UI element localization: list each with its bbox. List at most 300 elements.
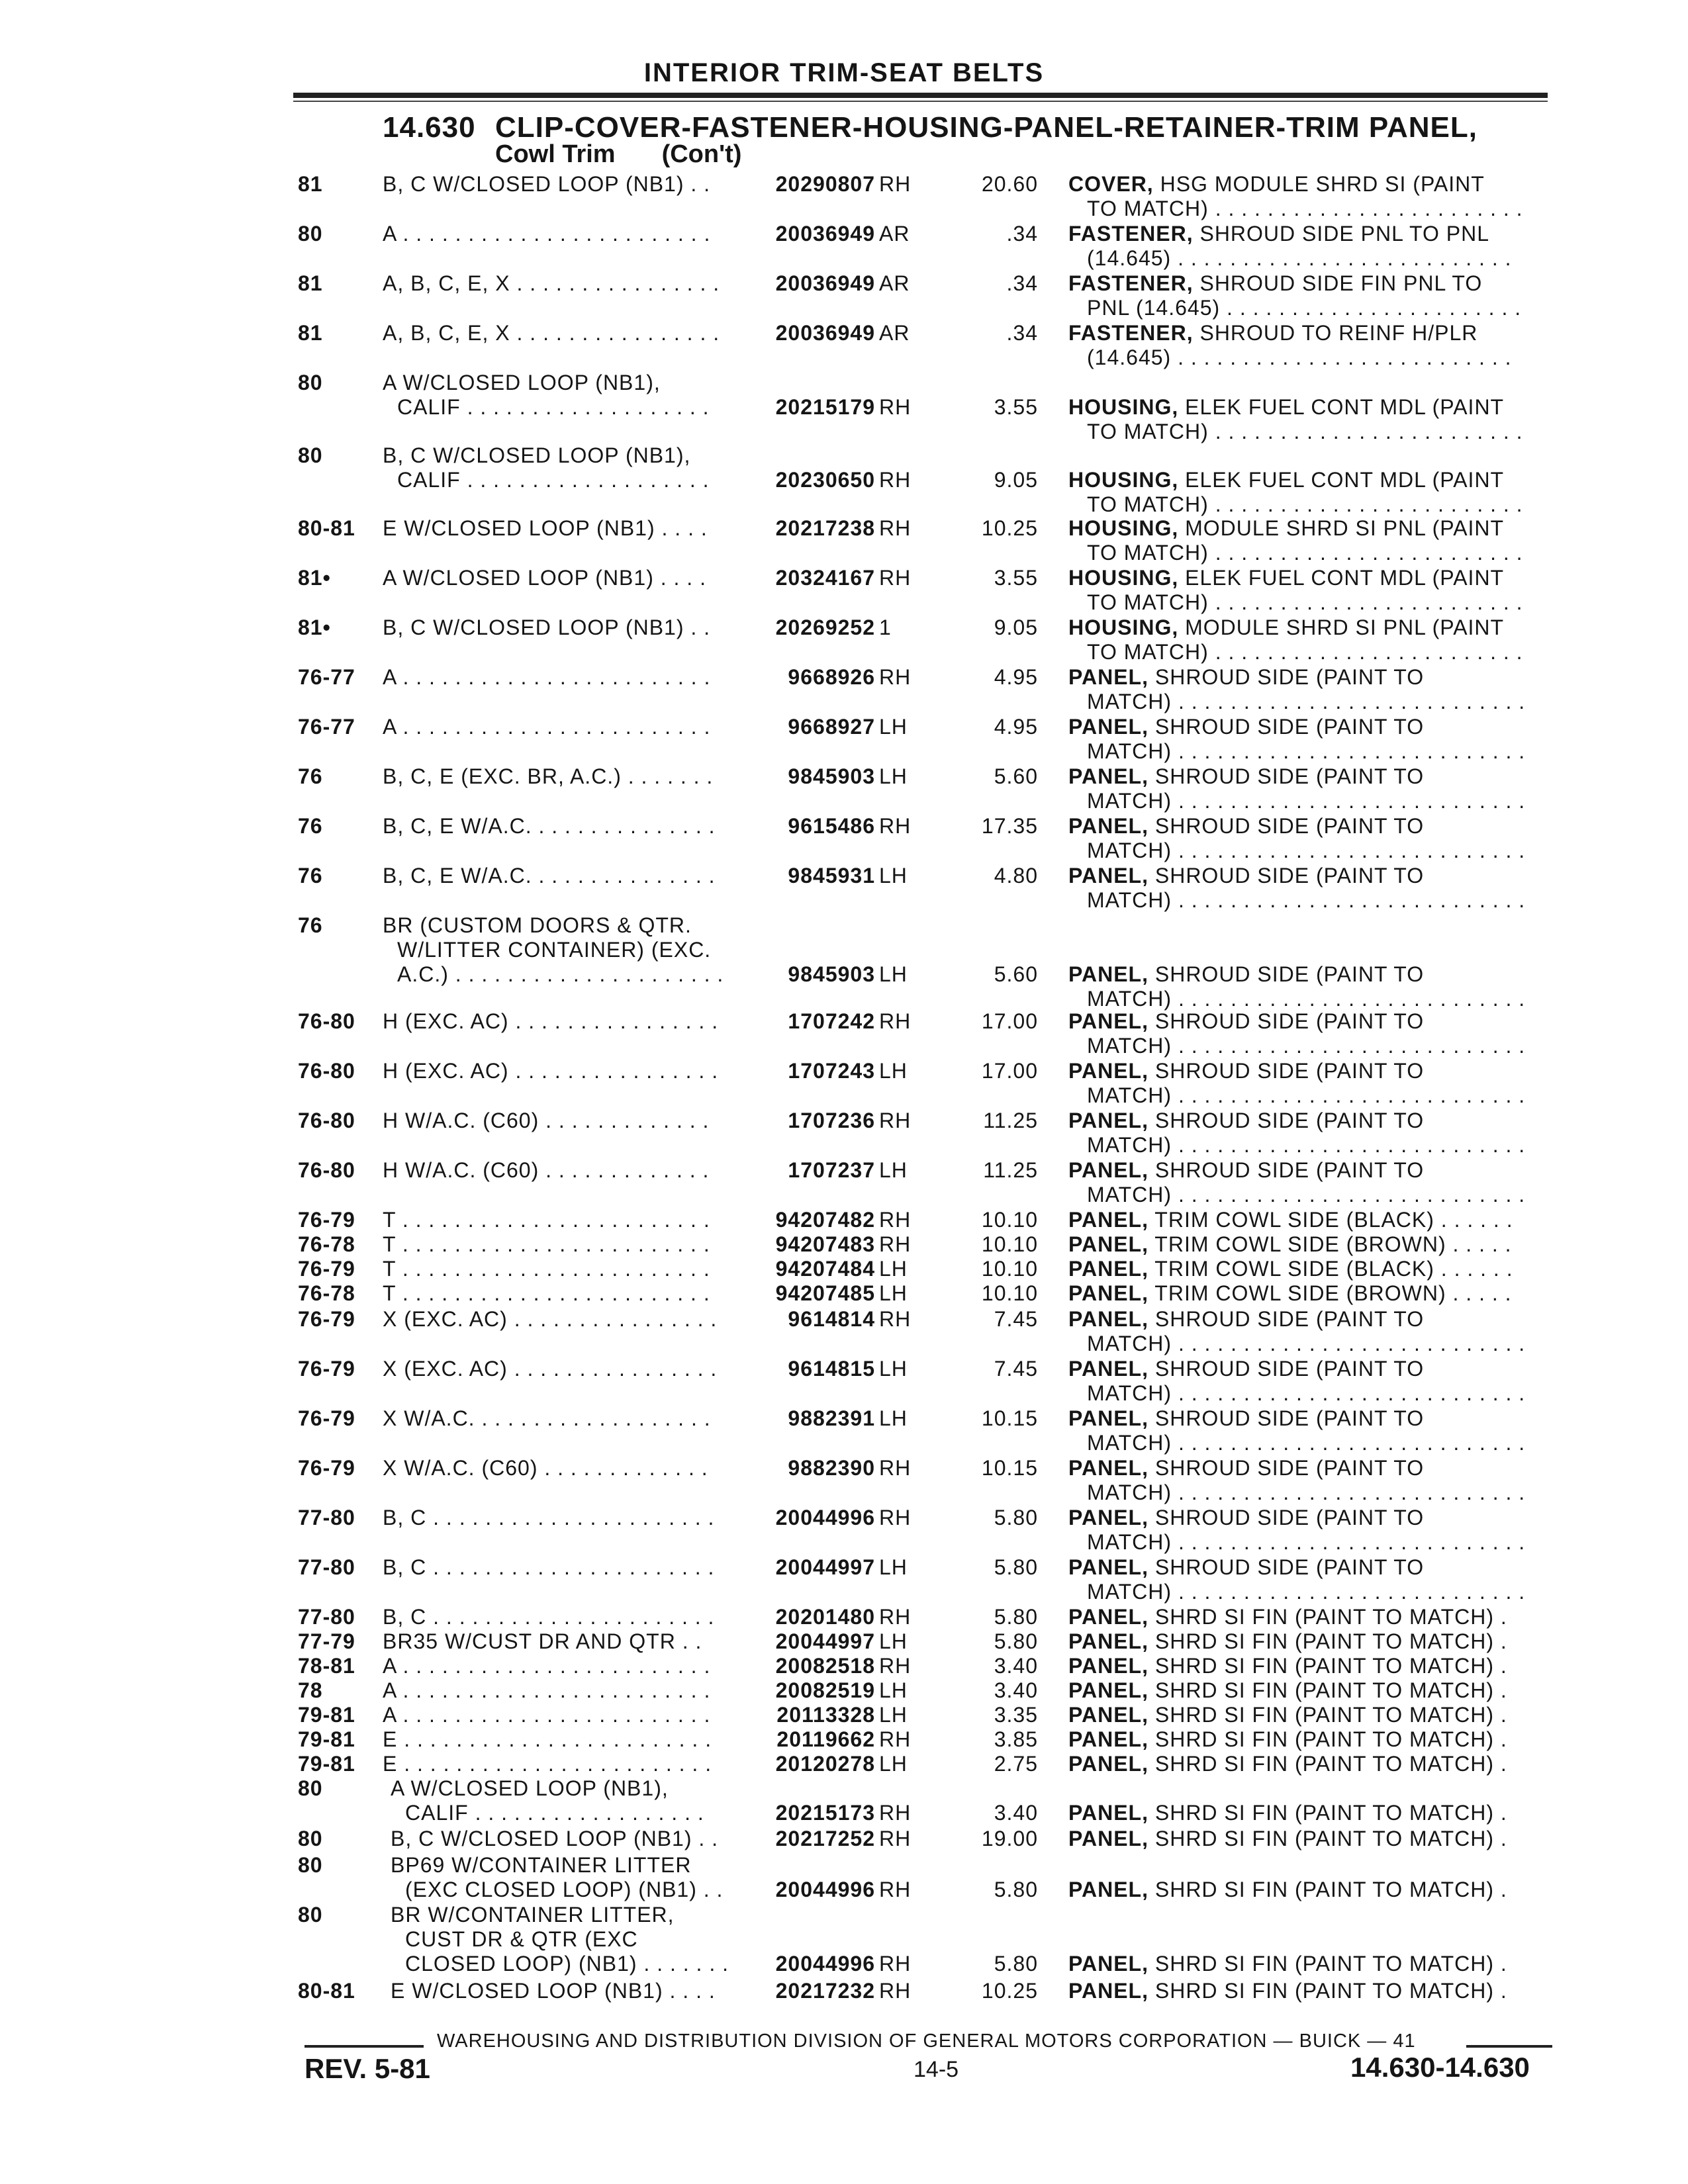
description-line (1068, 1281, 1552, 1306)
description-line (1068, 1952, 1552, 1976)
application (383, 665, 740, 690)
description-text: ELEK FUEL CONT MDL (PAINT (1185, 395, 1505, 419)
application-line: CALIF . . . . . . . . . . . . . . . . . . (405, 1801, 704, 1825)
model-year: 77-80 (298, 1605, 355, 1629)
description-line (1068, 222, 1552, 246)
application (383, 1307, 740, 1332)
table-row (0, 371, 1688, 443)
side: RH (879, 1009, 912, 1033)
description-line (1068, 395, 1552, 420)
model-year: 76-77 (298, 715, 355, 739)
application (383, 1208, 740, 1232)
description-line (1068, 839, 1552, 863)
price: 5.80 (994, 1605, 1038, 1629)
description (1068, 1232, 1552, 1257)
application-line: T . . . . . . . . . . . . . . . . . . . . . . . . (383, 1257, 710, 1281)
description-text: MATCH) . . . . . . . . . . . . . . . . . . . . . . . . . . . (1087, 987, 1526, 1011)
description-keyword: PANEL, (1068, 1654, 1149, 1678)
application (383, 1059, 740, 1083)
part-number: 1707237 (788, 1158, 875, 1182)
description-line (1068, 1357, 1552, 1381)
description-line (1068, 516, 1552, 541)
description-text: SHROUD TO REINF H/PLR (1199, 321, 1478, 345)
part-number: 20113328 (776, 1703, 875, 1727)
description-text: SHROUD SIDE (PAINT TO (1154, 864, 1425, 887)
section-continued: (Con't) (661, 140, 742, 168)
description-text: MODULE SHRD SI PNL (PAINT (1185, 615, 1505, 639)
application-line: A W/CLOSED LOOP (NB1), (383, 371, 661, 394)
model-year: 76 (298, 913, 323, 937)
description-text: SHROUD SIDE (PAINT TO (1154, 1109, 1425, 1132)
model-year: 80 (298, 371, 323, 394)
table-row (0, 1357, 1688, 1410)
description-text: TO MATCH) . . . . . . . . . . . . . . . . . . . . . . . . (1087, 640, 1523, 664)
description-keyword: PANEL, (1068, 665, 1149, 689)
description-line (1068, 1332, 1552, 1356)
table-row (0, 1009, 1688, 1062)
application-line: W/LITTER CONTAINER) (EXC. (397, 938, 712, 962)
table-row (0, 1903, 1688, 1976)
model-year: 79-81 (298, 1727, 355, 1751)
price: 19.00 (981, 1827, 1038, 1850)
description-text: MATCH) . . . . . . . . . . . . . . . . . . . . . . . . . . . (1087, 1381, 1526, 1405)
application-line: T . . . . . . . . . . . . . . . . . . . . . . . . (383, 1281, 710, 1305)
description-line (1068, 492, 1552, 517)
part-number: 20217238 (775, 516, 875, 540)
side: RH (879, 1952, 912, 1976)
description (1068, 1456, 1552, 1505)
description-text: MATCH) . . . . . . . . . . . . . . . . . . . . . . . . . . . (1087, 888, 1526, 912)
description-keyword: COVER, (1068, 172, 1154, 196)
table-row (0, 1979, 1688, 2032)
description (1068, 468, 1552, 517)
description-text: SHROUD SIDE (PAINT TO (1154, 1059, 1425, 1083)
price: 10.10 (981, 1281, 1038, 1305)
description-text: SHROUD SIDE (PAINT TO (1154, 1357, 1425, 1381)
part-number: 20230650 (775, 468, 875, 492)
description-keyword: PANEL, (1068, 1727, 1149, 1751)
part-number: 9845903 (788, 962, 875, 986)
model-year: 76-79 (298, 1406, 355, 1430)
description-text: SHROUD SIDE (PAINT TO (1154, 715, 1425, 739)
application-line: B, C W/CLOSED LOOP (NB1) . . (383, 615, 711, 639)
application-line: A W/CLOSED LOOP (NB1) . . . . (383, 566, 706, 590)
application (383, 715, 740, 739)
part-number: 20082519 (775, 1678, 875, 1702)
description-line (1068, 1530, 1552, 1555)
description-line (1068, 864, 1552, 888)
application (383, 764, 740, 789)
price: 7.45 (994, 1307, 1038, 1331)
description-keyword: PANEL, (1068, 1059, 1149, 1083)
description-line (1068, 1208, 1552, 1232)
part-number: 94207482 (775, 1208, 875, 1232)
description (1068, 1406, 1552, 1455)
part-number: 9882391 (788, 1406, 875, 1430)
description-line (1068, 814, 1552, 839)
description-line (1068, 1878, 1552, 1902)
description-text: MATCH) . . . . . . . . . . . . . . . . . . . . . . . . . . . (1087, 1431, 1526, 1455)
table-row (0, 566, 1688, 619)
side: RH (879, 1827, 912, 1850)
description-keyword: PANEL, (1068, 814, 1149, 838)
price: .34 (1006, 321, 1038, 345)
price: 17.00 (981, 1009, 1038, 1033)
application (383, 1109, 740, 1133)
model-year: 76 (298, 864, 323, 887)
application (383, 1629, 740, 1654)
description-text: SHROUD SIDE (PAINT TO (1154, 1456, 1425, 1480)
price: 3.40 (994, 1801, 1038, 1825)
description-text: SHROUD SIDE FIN PNL TO (1199, 271, 1483, 295)
description-line (1068, 764, 1552, 789)
side: AR (879, 321, 910, 345)
table-row (0, 615, 1688, 668)
application-line: A.C.) . . . . . . . . . . . . . . . . . . . . . (397, 962, 724, 986)
side: RH (879, 814, 912, 838)
description (1068, 814, 1552, 863)
application (383, 371, 740, 420)
description-text: TRIM COWL SIDE (BLACK) . . . . . . (1154, 1257, 1513, 1281)
table-row (0, 1406, 1688, 1459)
price: 5.60 (994, 764, 1038, 788)
application (391, 1827, 748, 1851)
description (1068, 962, 1552, 1011)
description-line (1068, 1752, 1552, 1776)
description-keyword: PANEL, (1068, 1208, 1149, 1232)
description-line (1068, 468, 1552, 492)
application (383, 1654, 740, 1678)
application (391, 1979, 748, 2003)
description-keyword: PANEL, (1068, 1307, 1149, 1331)
description-text: SHROUD SIDE (PAINT TO (1154, 1009, 1425, 1033)
table-row (0, 814, 1688, 867)
price: 4.80 (994, 864, 1038, 887)
description-line (1068, 1703, 1552, 1727)
part-number: 20215179 (775, 395, 875, 419)
model-year: 80 (298, 443, 323, 467)
description-keyword: PANEL, (1068, 1703, 1149, 1727)
price: 10.15 (981, 1406, 1038, 1430)
side: RH (879, 1727, 912, 1751)
description-keyword: PANEL, (1068, 1257, 1149, 1281)
description (1068, 1059, 1552, 1108)
footer-rule-left (305, 2045, 424, 2048)
description (1068, 1827, 1552, 1851)
description-text: ELEK FUEL CONT MDL (PAINT (1185, 468, 1505, 492)
description (1068, 321, 1552, 370)
application (391, 1776, 748, 1825)
application (383, 1281, 740, 1306)
description (1068, 1629, 1552, 1654)
description-line (1068, 1605, 1552, 1629)
price: 7.45 (994, 1357, 1038, 1381)
description-text: SHRD SI FIN (PAINT TO MATCH) . (1154, 1979, 1507, 2003)
model-year: 76 (298, 814, 323, 838)
description-text: TRIM COWL SIDE (BLACK) . . . . . . (1154, 1208, 1513, 1232)
description (1068, 1208, 1552, 1232)
application (383, 222, 740, 246)
description-line (1068, 172, 1552, 197)
side: LH (879, 1158, 908, 1182)
description-line (1068, 296, 1552, 320)
description-line (1068, 1059, 1552, 1083)
description (1068, 1109, 1552, 1158)
application-line: A W/CLOSED LOOP (NB1), (391, 1776, 669, 1800)
application-line: A, B, C, E, X . . . . . . . . . . . . . . . . (383, 321, 720, 345)
description-line (1068, 1034, 1552, 1058)
description-line (1068, 1580, 1552, 1604)
footer-rule-right (1466, 2045, 1552, 2048)
description (1068, 1307, 1552, 1356)
description-text: MATCH) . . . . . . . . . . . . . . . . . . . . . . . . . . . (1087, 839, 1526, 862)
description-line (1068, 962, 1552, 987)
side: LH (879, 1555, 908, 1579)
description-text: SHRD SI FIN (PAINT TO MATCH) . (1154, 1703, 1507, 1727)
description-line (1068, 1727, 1552, 1752)
description-line (1068, 1555, 1552, 1580)
description-text: MATCH) . . . . . . . . . . . . . . . . . . . . . . . . . . . (1087, 1183, 1526, 1206)
description (1068, 271, 1552, 320)
price: 10.10 (981, 1232, 1038, 1256)
side: RH (879, 1456, 912, 1480)
description-text: MATCH) . . . . . . . . . . . . . . . . . . . . . . . . . . . (1087, 1332, 1526, 1355)
application-line: X W/A.C. . . . . . . . . . . . . . . . . . . (383, 1406, 711, 1430)
description (1068, 1979, 1552, 2003)
price: 5.60 (994, 962, 1038, 986)
side: RH (879, 1878, 912, 1901)
description-text: MODULE SHRD SI PNL (PAINT (1185, 516, 1505, 540)
application (383, 271, 740, 296)
footer-division: WAREHOUSING AND DISTRIBUTION DIVISION OF GENERAL MOTORS CORPORATION — BUICK — 41 (437, 2030, 1416, 2052)
application (383, 1605, 740, 1629)
part-number: 20290807 (775, 172, 875, 196)
model-year: 76-79 (298, 1307, 355, 1331)
application (391, 1903, 748, 1976)
table-row (0, 443, 1688, 516)
description-keyword: PANEL, (1068, 1605, 1149, 1629)
description-line (1068, 1109, 1552, 1133)
price: 3.40 (994, 1654, 1038, 1678)
description-text: SHROUD SIDE (PAINT TO (1154, 1158, 1425, 1182)
application-line: B, C, E W/A.C. . . . . . . . . . . . . . . (383, 864, 716, 887)
side: RH (879, 566, 912, 590)
application (383, 516, 740, 541)
description (1068, 1257, 1552, 1281)
part-number: 9614815 (788, 1357, 875, 1381)
part-number: 20044996 (775, 1878, 875, 1901)
side: LH (879, 1357, 908, 1381)
description-text: TRIM COWL SIDE (BROWN) . . . . . (1154, 1281, 1512, 1305)
application-line: B, C . . . . . . . . . . . . . . . . . . . . . . (383, 1555, 715, 1579)
application-line: A . . . . . . . . . . . . . . . . . . . . . . . . (383, 1678, 711, 1702)
model-year: 81• (298, 566, 331, 590)
description (1068, 864, 1552, 913)
application-line: B, C . . . . . . . . . . . . . . . . . . . . . . (383, 1506, 715, 1529)
description-line (1068, 1979, 1552, 2003)
price: 10.15 (981, 1456, 1038, 1480)
application-line: T . . . . . . . . . . . . . . . . . . . . . . . . (383, 1232, 710, 1256)
description-line (1068, 197, 1552, 221)
description-line (1068, 690, 1552, 714)
description (1068, 1654, 1552, 1678)
part-number: 1707243 (788, 1059, 875, 1083)
application-line: CLOSED LOOP) (NB1) . . . . . . . (405, 1952, 729, 1976)
description-text: SHRD SI FIN (PAINT TO MATCH) . (1154, 1752, 1507, 1776)
application (383, 1009, 740, 1034)
table-row (0, 715, 1688, 768)
application-line: A . . . . . . . . . . . . . . . . . . . . . . . . (383, 715, 711, 739)
application-line: CALIF . . . . . . . . . . . . . . . . . . . (397, 395, 710, 419)
application (383, 172, 740, 197)
description-line (1068, 888, 1552, 913)
table-row (0, 1506, 1688, 1559)
application-line: B, C . . . . . . . . . . . . . . . . . . . . . . (383, 1605, 715, 1629)
part-number: 9668927 (788, 715, 875, 739)
part-number: 20120278 (775, 1752, 875, 1776)
part-number: 9882390 (788, 1456, 875, 1480)
description-keyword: PANEL, (1068, 1752, 1149, 1776)
description-text: SHROUD SIDE (PAINT TO (1154, 764, 1425, 788)
description-keyword: PANEL, (1068, 764, 1149, 788)
application (383, 1456, 740, 1480)
part-number: 20082518 (775, 1654, 875, 1678)
description-keyword: PANEL, (1068, 1801, 1149, 1825)
side: 1 (879, 615, 892, 639)
footer-revision: REV. 5-81 (305, 2053, 430, 2084)
part-number: 20217232 (775, 1979, 875, 2003)
application-line: A . . . . . . . . . . . . . . . . . . . . . . . . (383, 665, 711, 689)
model-year: 80-81 (298, 1979, 355, 2003)
description-text: TO MATCH) . . . . . . . . . . . . . . . . . . . . . . . . (1087, 590, 1523, 614)
model-year: 76-80 (298, 1109, 355, 1132)
description-text: MATCH) . . . . . . . . . . . . . . . . . . . . . . . . . . . (1087, 739, 1526, 763)
side: RH (879, 665, 912, 689)
model-year: 80 (298, 1903, 323, 1927)
description-line (1068, 615, 1552, 640)
section-title: CLIP-COVER-FASTENER-HOUSING-PANEL-RETAINER-TRIM PANEL, (495, 111, 1477, 144)
description (1068, 516, 1552, 565)
side: LH (879, 1281, 908, 1305)
price: 3.55 (994, 566, 1038, 590)
description-keyword: PANEL, (1068, 715, 1149, 739)
table-row (0, 1555, 1688, 1608)
side: RH (879, 1208, 912, 1232)
part-number: 20044997 (775, 1629, 875, 1653)
price: 9.05 (994, 615, 1038, 639)
description (1068, 1703, 1552, 1727)
application-line: A, B, C, E, X . . . . . . . . . . . . . . . . (383, 271, 720, 295)
part-number: 9845931 (788, 864, 875, 887)
description (1068, 1357, 1552, 1406)
table-row (0, 1853, 1688, 1906)
side: RH (879, 1307, 912, 1331)
model-year: 77-79 (298, 1629, 355, 1653)
price: 10.10 (981, 1208, 1038, 1232)
price: 5.80 (994, 1629, 1038, 1653)
side: RH (879, 172, 912, 196)
description-keyword: HOUSING, (1068, 468, 1179, 492)
application-line: E . . . . . . . . . . . . . . . . . . . . . . . . (383, 1752, 712, 1776)
description-keyword: PANEL, (1068, 1456, 1149, 1480)
side: RH (879, 1232, 912, 1256)
description-keyword: PANEL, (1068, 864, 1149, 887)
side: LH (879, 864, 908, 887)
model-year: 76-79 (298, 1456, 355, 1480)
part-number: 9845903 (788, 764, 875, 788)
description (1068, 615, 1552, 664)
model-year: 81• (298, 615, 331, 639)
application-line: A . . . . . . . . . . . . . . . . . . . . . . . . (383, 222, 711, 246)
description-text: PNL (14.645) . . . . . . . . . . . . . . . . . . . . . . . (1087, 296, 1522, 320)
description-line (1068, 789, 1552, 813)
application (383, 1357, 740, 1381)
price: .34 (1006, 222, 1038, 246)
description-text: SHROUD SIDE (PAINT TO (1154, 1555, 1425, 1579)
description-text: TO MATCH) . . . . . . . . . . . . . . . . . . . . . . . . (1087, 197, 1523, 220)
description-line (1068, 1307, 1552, 1332)
application (383, 1752, 740, 1776)
description-keyword: PANEL, (1068, 1357, 1149, 1381)
description-line (1068, 246, 1552, 271)
description-keyword: HOUSING, (1068, 615, 1179, 639)
price: 17.00 (981, 1059, 1038, 1083)
part-number: 20324167 (775, 566, 875, 590)
application-line: T . . . . . . . . . . . . . . . . . . . . . . . . (383, 1208, 710, 1232)
application-line: H (EXC. AC) . . . . . . . . . . . . . . . . (383, 1009, 719, 1033)
description-text: SHROUD SIDE PNL TO PNL (1199, 222, 1489, 246)
description (1068, 1506, 1552, 1555)
description-keyword: PANEL, (1068, 1979, 1149, 2003)
model-year: 76-79 (298, 1357, 355, 1381)
side: RH (879, 1109, 912, 1132)
section-subtitle: Cowl Trim (495, 140, 616, 168)
table-row (0, 665, 1688, 718)
description-line (1068, 420, 1552, 444)
application-line: B, C, E (EXC. BR, A.C.) . . . . . . . (383, 764, 714, 788)
part-number: 20036949 (775, 222, 875, 246)
part-number: 20036949 (775, 271, 875, 295)
application (383, 1703, 740, 1727)
part-number: 20119662 (776, 1727, 875, 1751)
model-year: 76-80 (298, 1059, 355, 1083)
application (383, 1257, 740, 1281)
price: 4.95 (994, 665, 1038, 689)
description-text: SHRD SI FIN (PAINT TO MATCH) . (1154, 1827, 1507, 1850)
model-year: 78 (298, 1678, 323, 1702)
application-line: A . . . . . . . . . . . . . . . . . . . . . . . . (383, 1703, 711, 1727)
price: 2.75 (994, 1752, 1038, 1776)
model-year: 81 (298, 321, 323, 345)
application (383, 1727, 740, 1752)
table-row (0, 1059, 1688, 1112)
table-row (0, 1307, 1688, 1360)
application-line: H (EXC. AC) . . . . . . . . . . . . . . . . (383, 1059, 719, 1083)
table-row (0, 222, 1688, 275)
description-line (1068, 1678, 1552, 1703)
model-year: 76-80 (298, 1009, 355, 1033)
description-line (1068, 1801, 1552, 1825)
description (1068, 1678, 1552, 1703)
description-keyword: PANEL, (1068, 1109, 1149, 1132)
model-year: 79-81 (298, 1703, 355, 1727)
description-line (1068, 590, 1552, 615)
description-text: MATCH) . . . . . . . . . . . . . . . . . . . . . . . . . . . (1087, 690, 1526, 713)
table-row (0, 1158, 1688, 1211)
part-number: 1707236 (788, 1109, 875, 1132)
description (1068, 1878, 1552, 1902)
description-keyword: PANEL, (1068, 962, 1149, 986)
